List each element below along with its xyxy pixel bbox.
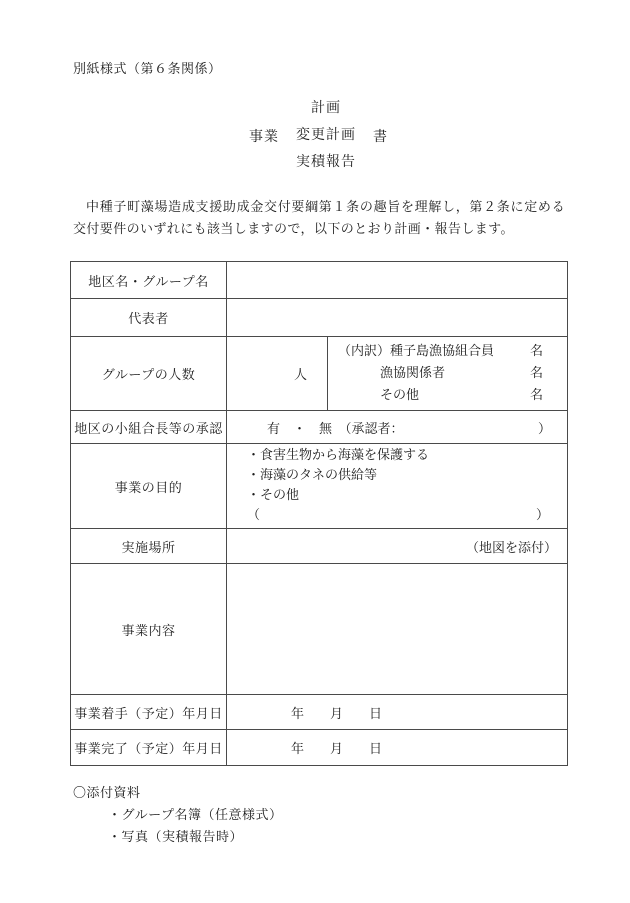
purpose-item: ・海藻のタネの供給等 <box>247 468 378 483</box>
district-name-label: 地区名・グループ名 <box>71 262 227 299</box>
attachment-item: ・グループ名簿（任意様式） <box>108 808 283 823</box>
application-form-table <box>70 261 568 766</box>
breakdown-unit: 名 <box>529 343 543 359</box>
title-option-change: 変更計画 <box>296 127 356 143</box>
table-row <box>71 730 568 766</box>
title-option-stack <box>296 95 356 176</box>
breakdown-line-other <box>328 385 567 407</box>
members-breakdown <box>328 338 567 410</box>
approval-options: 有 ・ 無 （承認者： <box>267 421 404 437</box>
title-suffix: 書 <box>373 128 388 145</box>
breakdown-label: 漁協関係者 <box>380 365 446 381</box>
location-note: （地図を添付） <box>465 540 557 556</box>
title-prefix: 事業 <box>249 128 279 145</box>
title-option-plan: 計画 <box>311 100 341 116</box>
attachment-item: ・写真（実積報告時） <box>108 830 244 845</box>
table-row <box>71 529 568 564</box>
table-row <box>71 337 568 411</box>
paren-close: ） <box>535 508 549 523</box>
breakdown-unit: 名 <box>529 387 543 403</box>
table-row <box>71 564 568 695</box>
purpose-item: ・その他 <box>247 488 300 503</box>
project-content-label: 事業内容 <box>71 564 227 695</box>
document-title <box>70 95 567 176</box>
location-label: 実施場所 <box>71 529 227 564</box>
members-count-label: グループの人数 <box>71 337 227 411</box>
table-row <box>71 695 568 730</box>
end-date-placeholder: 年 月 日 <box>291 742 383 757</box>
project-content-value-cell <box>227 564 568 695</box>
district-name-value-cell <box>227 262 568 299</box>
breakdown-unit: 名 <box>529 365 543 381</box>
members-breakdown-cell <box>328 337 568 411</box>
members-count-unit-cell: 人 <box>227 337 328 411</box>
start-date-value-cell <box>227 695 568 730</box>
breakdown-label: （内訳）種子島漁協組合員 <box>338 343 495 359</box>
breakdown-line-union-members <box>328 341 567 363</box>
representative-value-cell <box>227 299 568 337</box>
breakdown-label: その他 <box>380 387 420 403</box>
title-option-report: 実積報告 <box>296 154 356 170</box>
table-row <box>71 444 568 529</box>
attachments-section <box>73 783 567 849</box>
purpose-options <box>227 444 567 528</box>
purpose-label: 事業の目的 <box>71 444 227 529</box>
approval-line <box>227 418 567 437</box>
table-row <box>71 262 568 299</box>
approval-value-cell <box>227 411 568 444</box>
paren-open: （ <box>247 508 261 523</box>
start-date-placeholder: 年 月 日 <box>291 706 383 722</box>
start-date-label: 事業着手（予定）年月日 <box>71 695 227 730</box>
intro-paragraph: 中種子町藻場造成支援助成金交付要綱第１条の趣旨を理解し，第２条に定める交付要件のいずれにも該当しますので，以下のとおり計画・報告します。 <box>73 200 565 237</box>
purpose-item: ・食害生物から海藻を保護する <box>247 448 430 463</box>
purpose-other-blank <box>247 506 549 526</box>
table-row <box>71 299 568 337</box>
location-value-cell <box>227 529 568 564</box>
end-date-value-cell <box>227 730 568 766</box>
table-row <box>71 411 568 444</box>
form-style-label: 別紙様式（第６条関係） <box>73 62 222 77</box>
approval-label: 地区の小組合長等の承認 <box>71 411 227 444</box>
attachments-heading: 〇添付資料 <box>73 786 141 801</box>
approval-paren-close: ） <box>537 421 551 437</box>
breakdown-line-union-related <box>328 363 567 385</box>
purpose-value-cell <box>227 444 568 529</box>
representative-label: 代表者 <box>71 299 227 337</box>
end-date-label: 事業完了（予定）年月日 <box>71 730 227 766</box>
